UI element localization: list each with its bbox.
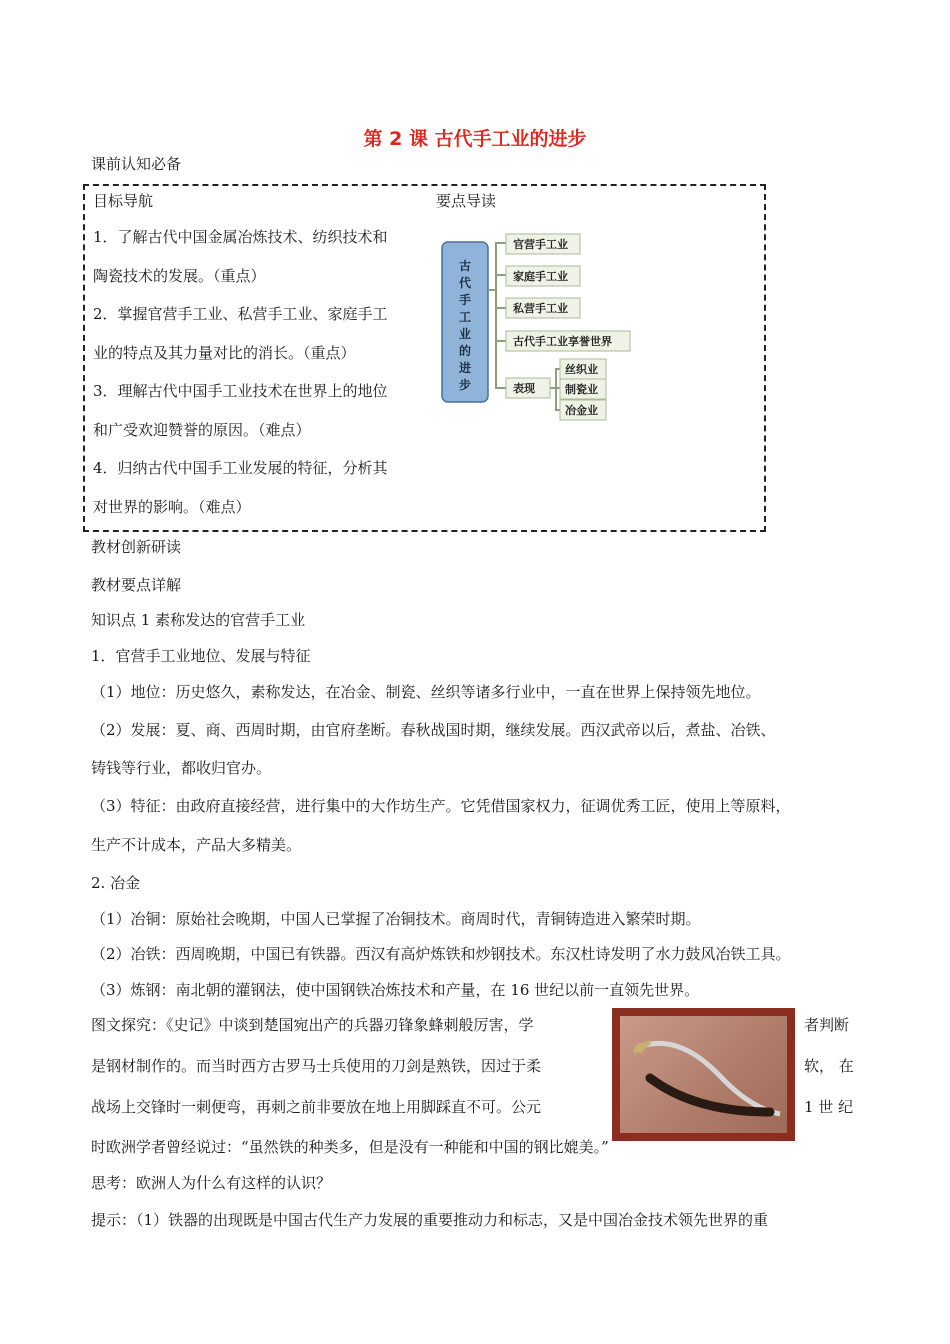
paragraph: 生产不计成本，产品大多精美。 <box>91 836 302 854</box>
paragraph: （2）冶铁：西周晚期，中国已有铁器。西汉有高炉炼铁和炒钢技术。东汉杜诗发明了水力鼓风冶铁工具。 <box>91 945 791 963</box>
goals-heading: 目标导航 <box>93 192 154 210</box>
sword-illustration <box>612 1008 795 1141</box>
paragraph: 是钢材制作的。而当时西方古罗马士兵使用的刀剑是熟铁，因过于柔 <box>91 1057 542 1075</box>
diagram-branch-label: 古代手工业享誉世界 <box>513 335 612 348</box>
goal-line: 2．掌握官营手工业、私营手工业、家庭手工 <box>93 305 388 323</box>
goal-line: 和广受欢迎赞誉的原因。（难点） <box>93 421 311 439</box>
goal-line: 3．理解古代中国手工业技术在世界上的地位 <box>93 382 388 400</box>
diagram-branch-label: 官营手工业 <box>513 238 568 251</box>
goal-line: 4．归纳古代中国手工业发展的特征，分析其 <box>93 459 388 477</box>
section-label: 课前认知必备 <box>91 155 182 173</box>
goal-line: 业的特点及其力量对比的消长。（重点） <box>93 344 356 362</box>
topic-heading: 2. 冶金 <box>91 874 141 892</box>
paragraph: 铸钱等行业，都收归官办。 <box>91 759 272 777</box>
subsection-heading: 教材要点详解 <box>91 576 182 594</box>
diagram-root-label: 古代手工业的进步 <box>458 259 472 392</box>
diagram-branch-label: 表现 <box>513 382 535 395</box>
goal-line: 对世界的影响。（难点） <box>93 498 251 516</box>
paragraph-continuation: 软， 在 <box>804 1057 854 1075</box>
paragraph: （1）地位：历史悠久，素称发达，在冶金、制瓷、丝织等诸多行业中，一直在世界上保持领先地位。 <box>91 683 761 701</box>
paragraph: （3）特征：由政府直接经营，进行集中的大作坊生产。它凭借国家权力，征调优秀工匠，使用上等原料， <box>91 797 791 815</box>
sword-image <box>620 1016 787 1133</box>
paragraph-continuation: 1 世 纪 <box>804 1098 854 1116</box>
paragraph: 战场上交锋时一刺便弯，再刺之前非要放在地上用脚踩直不可。公元 <box>91 1098 542 1116</box>
page-title: 第 2 课 古代手工业的进步 <box>363 128 587 150</box>
paragraph: （3）炼钢：南北朝的灌钢法，使中国钢铁冶炼技术和产量，在 16 世纪以前一直领先世界。 <box>91 981 700 999</box>
diagram-sub-label: 冶金业 <box>565 404 598 417</box>
knowledge-point: 知识点 1 素称发达的官营手工业 <box>91 611 306 629</box>
paragraph: 时欧洲学者曾经说过：“虽然铁的种类多，但是没有一种能和中国的钢比媲美。” <box>91 1138 609 1156</box>
concept-diagram <box>438 230 638 426</box>
goal-line: 1．了解古代中国金属冶炼技术、纺织技术和 <box>93 228 388 246</box>
topic-heading: 1．官营手工业地位、发展与特征 <box>91 647 311 665</box>
section-heading: 教材创新研读 <box>91 538 182 556</box>
paragraph: 图文探究：《史记》中谈到楚国宛出产的兵器刃锋象蜂刺般厉害，学 <box>91 1016 534 1034</box>
goal-line: 陶瓷技术的发展。（重点） <box>93 267 266 285</box>
paragraph: （1）冶铜：原始社会晚期，中国人已掌握了冶铜技术。商周时代，青铜铸造进入繁荣时期。 <box>91 910 701 928</box>
guide-heading: 要点导读 <box>436 192 497 210</box>
diagram-branch-label: 家庭手工业 <box>513 270 568 283</box>
diagram-branch-label: 私营手工业 <box>513 302 568 315</box>
question: 思考：欧洲人为什么有这样的认识？ <box>91 1174 332 1192</box>
diagram-sub-label: 丝织业 <box>565 363 598 376</box>
hint: 提示：（1）铁器的出现既是中国古代生产力发展的重要推动力和标志，又是中国冶金技术领先世界的重 <box>91 1211 769 1229</box>
paragraph: （2）发展：夏、商、西周时期，由官府垄断。春秋战国时期，继续发展。西汉武帝以后，煮盐、冶铁、 <box>91 721 776 739</box>
diagram-sub-label: 制瓷业 <box>565 383 598 396</box>
paragraph-continuation: 者判断 <box>804 1016 850 1034</box>
